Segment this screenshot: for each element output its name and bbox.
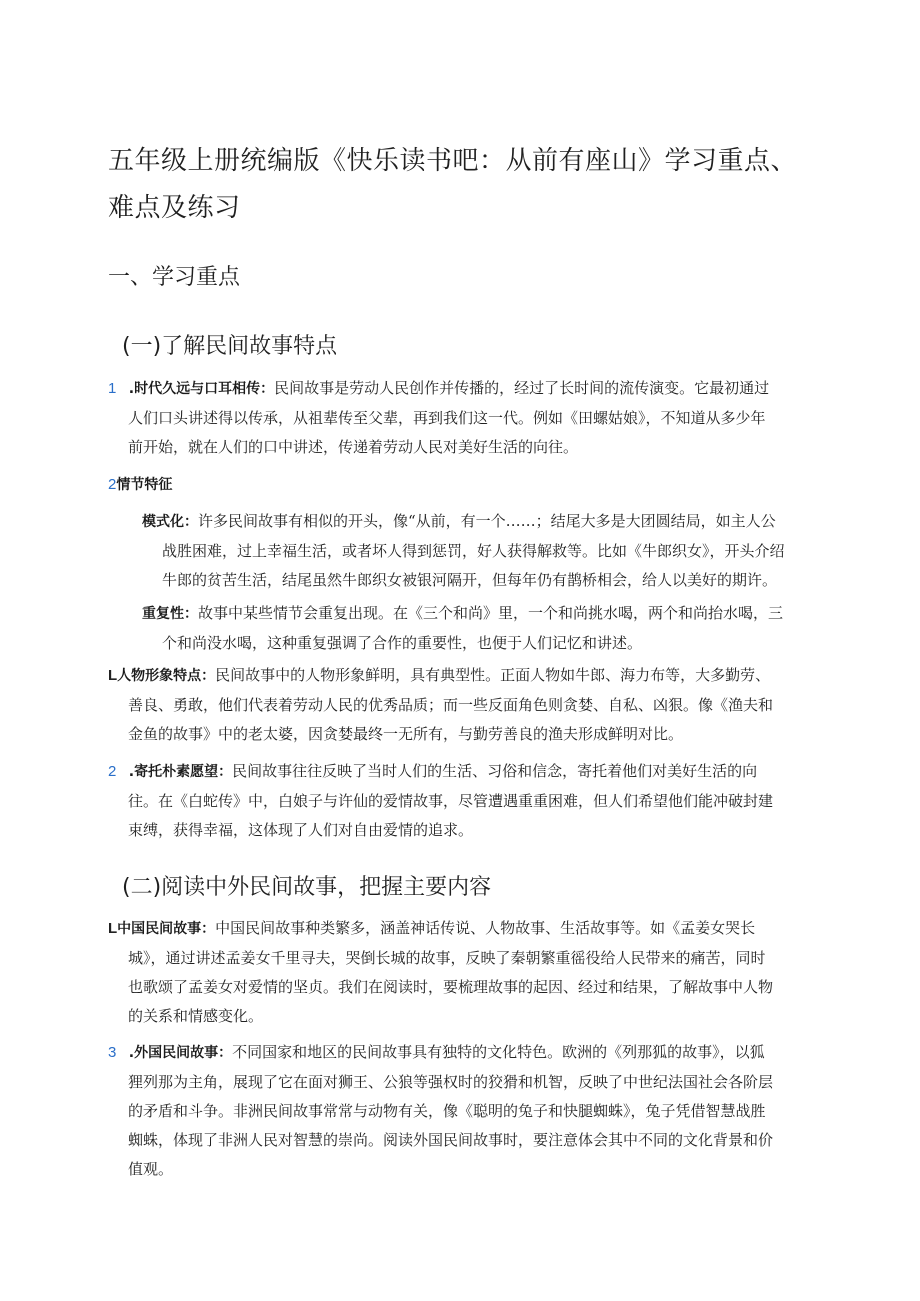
sub-item-lead: 重复性： [142,606,198,622]
sub-item-text-line-2: 个和尚没水喝，这种重复强调了合作的重要性，也便于人们记忆和讲述。 [162,634,643,652]
list-marker: L [108,920,118,937]
item-lead: .时代久远与口耳相传： [128,381,275,397]
item-text-line-2: 往。在《白蛇传》中，白娘子与许仙的爱情故事，尽管遭遇重重困难，但人们希望他们能冲破封建 [128,792,774,810]
sub-item-repetition [142,599,822,658]
item-text-line-1: 民间故事往往反映了当时人们的生活、习俗和信念，寄托着他们对美好生活的向 [232,762,758,780]
list-marker: 2 [108,763,117,780]
item-lead: 人物形象特点： [117,668,216,684]
list-marker: 1 [108,380,117,397]
sub-item-text-line-1: 故事中某些情节会重复出现。在《三个和尚》里，一个和尚挑水喝，两个和尚抬水喝，三 [198,604,784,622]
item-text-line-2: 善良、勇敢，他们代表着劳动人民的优秀品质；而一些反面角色则贪婪、自私、凶狠。像《渔夫和 [128,696,774,714]
list-item-foreign-tales [108,1038,820,1184]
item-lead: 情节特征 [116,477,173,493]
item-text-line-1: 中国民间故事种类繁多，涵盖神话传说、人物故事、生活故事等。如《孟姜女哭长 [215,919,756,937]
item-text-line-4: 的关系和情感变化。 [128,1007,264,1025]
item-lead: 中国民间故事： [117,921,216,937]
list-item-time-oral [108,374,820,462]
title-line-2: 难点及练习 [108,193,241,223]
list-item-wishes [108,757,820,845]
item-text-line-1: 民间故事是劳动人民创作并传播的，经过了长时间的流传演变。它最初通过 [274,379,770,397]
item-text-line-2: 狸列那为主角，展现了它在面对狮王、公狼等强权时的狡猾和机智，反映了中世纪法国社会各阶层 [128,1073,774,1091]
sub-item-text-line-3: 牛郎的贫苦生活，结尾虽然牛郎织女被银河隔开，但每年仍有鹊桥相会，给人以美好的期许。 [162,571,778,589]
list-marker: 2 [108,476,117,493]
item-text-line-1: 不同国家和地区的民间故事具有独特的文化特色。欧洲的《列那狐的故事》，以狐 [232,1043,765,1061]
document-title [108,138,828,232]
subsection-heading-2: (二)阅读中外民间故事，把握主要内容 [122,875,492,900]
item-lead: .寄托朴素愿望： [128,764,233,780]
item-text-line-1: 民间故事中的人物形象鲜明，具有典型性。正面人物如牛郎、海力布等，大多勤劳、 [215,666,771,684]
list-item-chinese-tales [108,914,820,1031]
item-text-line-3: 也歌颂了孟姜女对爱情的坚贞。我们在阅读时，要梳理故事的起因、经过和结果，了解故事中人物 [128,978,774,996]
item-text-line-3: 金鱼的故事》中的老太婆，因贪婪最终一无所有，与勤劳善良的渔夫形成鲜明对比。 [128,725,684,743]
sub-item-text-line-2: 战胜困难，过上幸福生活，或者坏人得到惩罚，好人获得解救等。比如《牛郎织女》，开头介绍 [162,542,785,560]
list-item-characters [108,661,820,749]
subsection-heading-1: (一)了解民间故事特点 [122,334,338,359]
section-heading-study-focus: 一、学习重点 [108,265,241,290]
item-text-line-3: 束缚，获得幸福，这体现了人们对自由爱情的追求。 [128,821,474,839]
sub-item-lead: 模式化： [142,514,198,530]
sub-item-text-line-1: 许多民间故事有相似的开头，像“从前，有一个……；结尾大多是大团圆结局，如主人公 [198,512,776,530]
sub-item-pattern [142,507,822,595]
item-text-line-5: 值观。 [128,1160,174,1178]
item-text-line-2: 人们口头讲述得以传承，从祖辈传至父辈，再到我们这一代。例如《田螺姑娘》，不知道从多少年 [128,409,766,427]
item-text-line-3: 前开始，就在人们的口中讲述，传递着劳动人民对美好生活的向往。 [128,438,579,456]
item-text-line-2: 城》，通过讲述孟姜女千里寻夫，哭倒长城的故事，反映了秦朝繁重徭役给人民带来的痛苦，同时 [128,949,766,967]
item-text-line-3: 的矛盾和斗争。非洲民间故事常常与动物有关，像《聪明的兔子和快腿蜘蛛》，兔子凭借智慧战胜 [128,1102,766,1120]
item-text-line-4: 蜘蛛，体现了非洲人民对智慧的崇尚。阅读外国民间故事时，要注意体会其中不同的文化背景和价 [128,1131,774,1149]
list-item-plot-features [108,470,172,500]
item-lead: .外国民间故事： [128,1045,233,1061]
list-marker: 3 [108,1044,117,1061]
title-line-1: 五年级上册统编版《快乐读书吧：从前有座山》学习重点、 [108,146,798,176]
list-marker: L [108,667,118,684]
